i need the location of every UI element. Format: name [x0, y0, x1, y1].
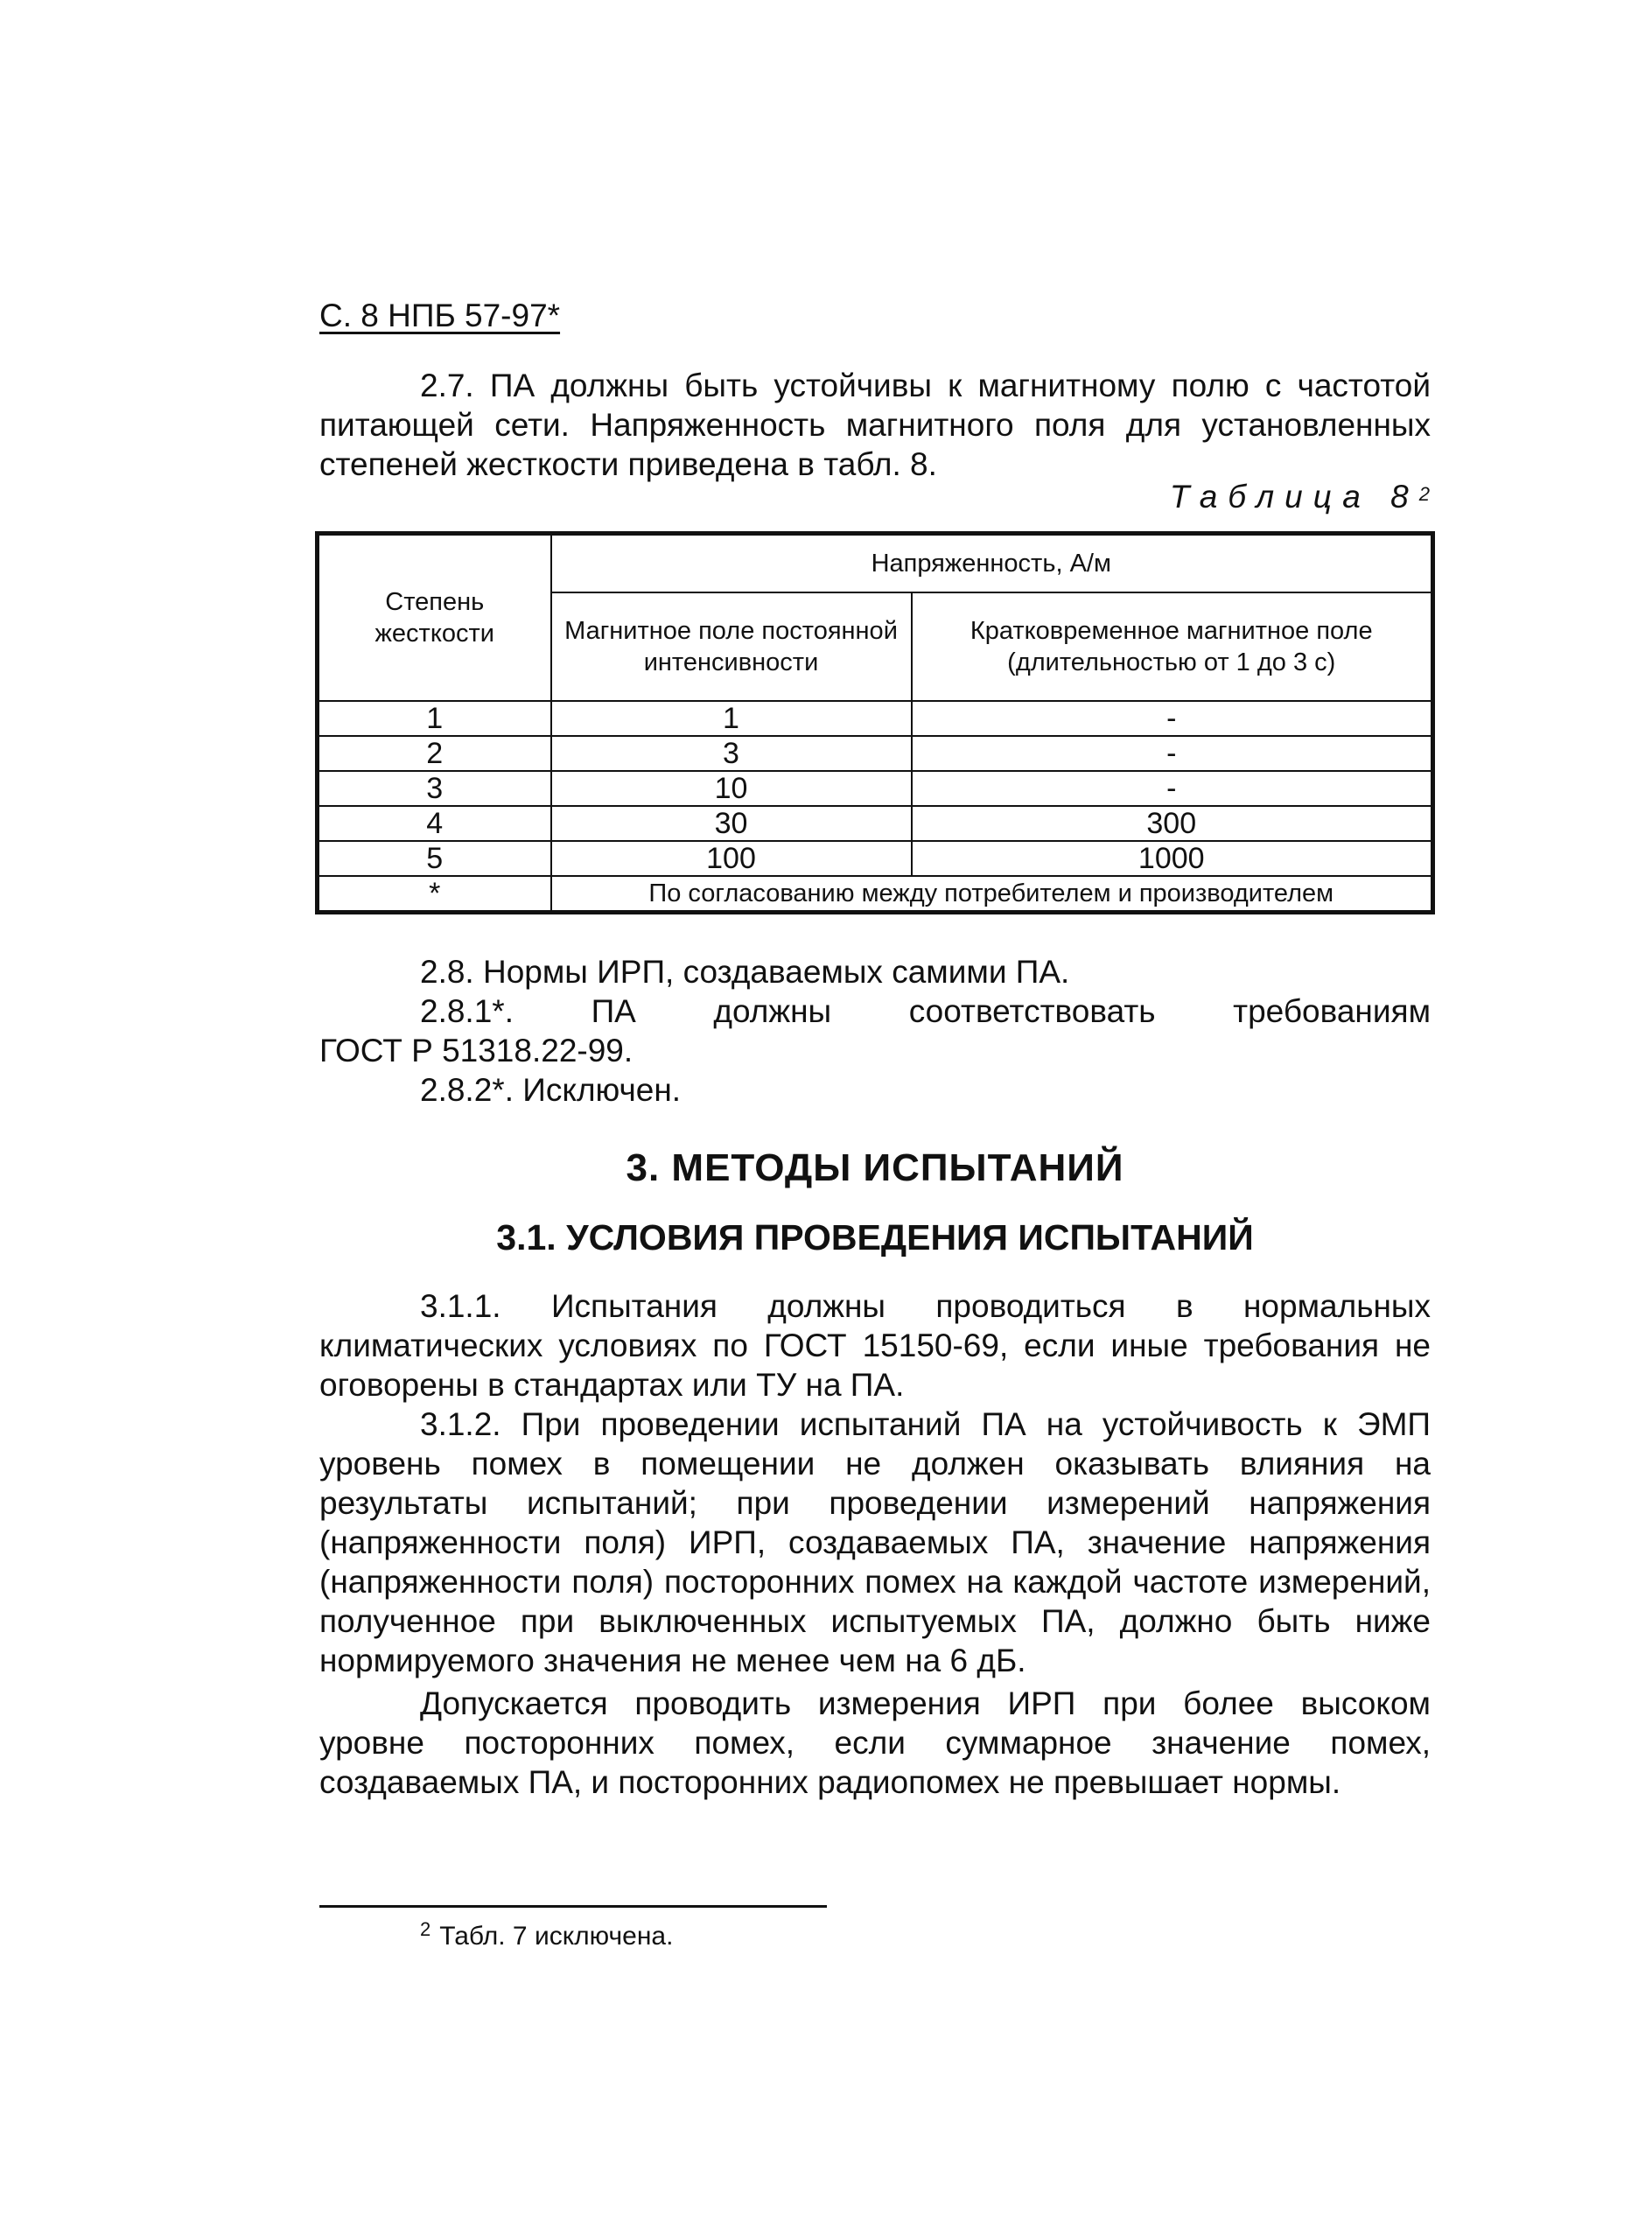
- table-caption: [1170, 479, 1430, 515]
- cell-constant: 100: [551, 841, 912, 876]
- cell-degree: 3: [318, 771, 551, 806]
- footnote-text: Табл. 7 исключена.: [439, 1922, 674, 1951]
- cell-degree: 1: [318, 701, 551, 736]
- cell-short: -: [912, 736, 1433, 771]
- footnote-mark: 2: [420, 1918, 431, 1940]
- subsection-heading: 3.1. УСЛОВИЯ ПРОВЕДЕНИЯ ИСПЫТАНИЙ: [496, 1217, 1254, 1258]
- paragraph-2-8-1-cont: ГОСТ Р 51318.22-99.: [319, 1033, 634, 1068]
- table-row: [318, 771, 1433, 806]
- table-row: [318, 701, 1433, 736]
- header-intensity-group: Напряженность, А/м: [551, 534, 1433, 593]
- footnote: [420, 1918, 674, 1951]
- paragraph-2-8-1: 2.8.1*. ПА должны соответствовать требованиям: [420, 993, 1431, 1029]
- table-row: [318, 876, 1433, 913]
- cell-degree: 5: [318, 841, 551, 876]
- cell-short: -: [912, 701, 1433, 736]
- cell-short: -: [912, 771, 1433, 806]
- table-row: [318, 806, 1433, 841]
- cell-agreement: По согласованию между потребителем и производителем: [551, 876, 1433, 913]
- page-header: С. 8 НПБ 57-97*: [319, 298, 561, 333]
- cell-constant: 30: [551, 806, 912, 841]
- header-degree: Степень жесткости: [318, 534, 551, 702]
- cell-short: 300: [912, 806, 1433, 841]
- cell-short: 1000: [912, 841, 1433, 876]
- cell-degree: 2: [318, 736, 551, 771]
- paragraph-2-7: 2.7. ПА должны быть устойчивы к магнитному полю с частотой питающей сети. Напряженность магнитного поля для установленных степеней жесткости приведена в табл. 8.: [319, 368, 1431, 482]
- table-row: [318, 736, 1433, 771]
- table-row: [318, 841, 1433, 876]
- table-caption-text: Таблица 8: [1169, 479, 1419, 515]
- cell-degree: *: [318, 876, 551, 913]
- header-constant-field: Магнитное поле постоянной интенсивности: [551, 592, 912, 701]
- table-caption-footnote-mark: 2: [1418, 483, 1430, 505]
- header-short-field: Кратковременное магнитное поле (длительностью от 1 до 3 с): [912, 592, 1433, 701]
- table-8: [315, 531, 1431, 914]
- cell-constant: 1: [551, 701, 912, 736]
- cell-constant: 10: [551, 771, 912, 806]
- paragraph-3-1-1: 3.1.1. Испытания должны проводиться в нормальных климатических условиях по ГОСТ 15150-69, если иные требования не оговорены в стандартах или ТУ на ПА.: [319, 1288, 1431, 1403]
- paragraph-2-8-2: 2.8.2*. Исключен.: [420, 1072, 682, 1108]
- section-heading: 3. МЕТОДЫ ИСПЫТАНИЙ: [626, 1146, 1124, 1189]
- cell-constant: 3: [551, 736, 912, 771]
- paragraph-allowed: Допускается проводить измерения ИРП при более высоком уровне посторонних помех, если суммарное значение помех, создаваемых ПА, и посторонних радиопомех не превышает нормы.: [319, 1685, 1431, 1800]
- paragraph-3-1-2: 3.1.2. При проведении испытаний ПА на устойчивость к ЭМП уровень помех в помещении не должен оказывать влияния на результаты испытаний; при проведении измерений напряжения (напряженности поля) ИРП, создаваемых ПА, значение напряжения (напряженности поля) посторонних помех на каждой частоте измерений, полученное при выключенных испытуемых ПА, должно быть ниже нормируемого значения не менее чем на 6 дБ.: [319, 1406, 1431, 1678]
- footnote-separator: [319, 1905, 827, 1908]
- paragraph-2-8: 2.8. Нормы ИРП, создаваемых самими ПА.: [420, 954, 1070, 990]
- cell-degree: 4: [318, 806, 551, 841]
